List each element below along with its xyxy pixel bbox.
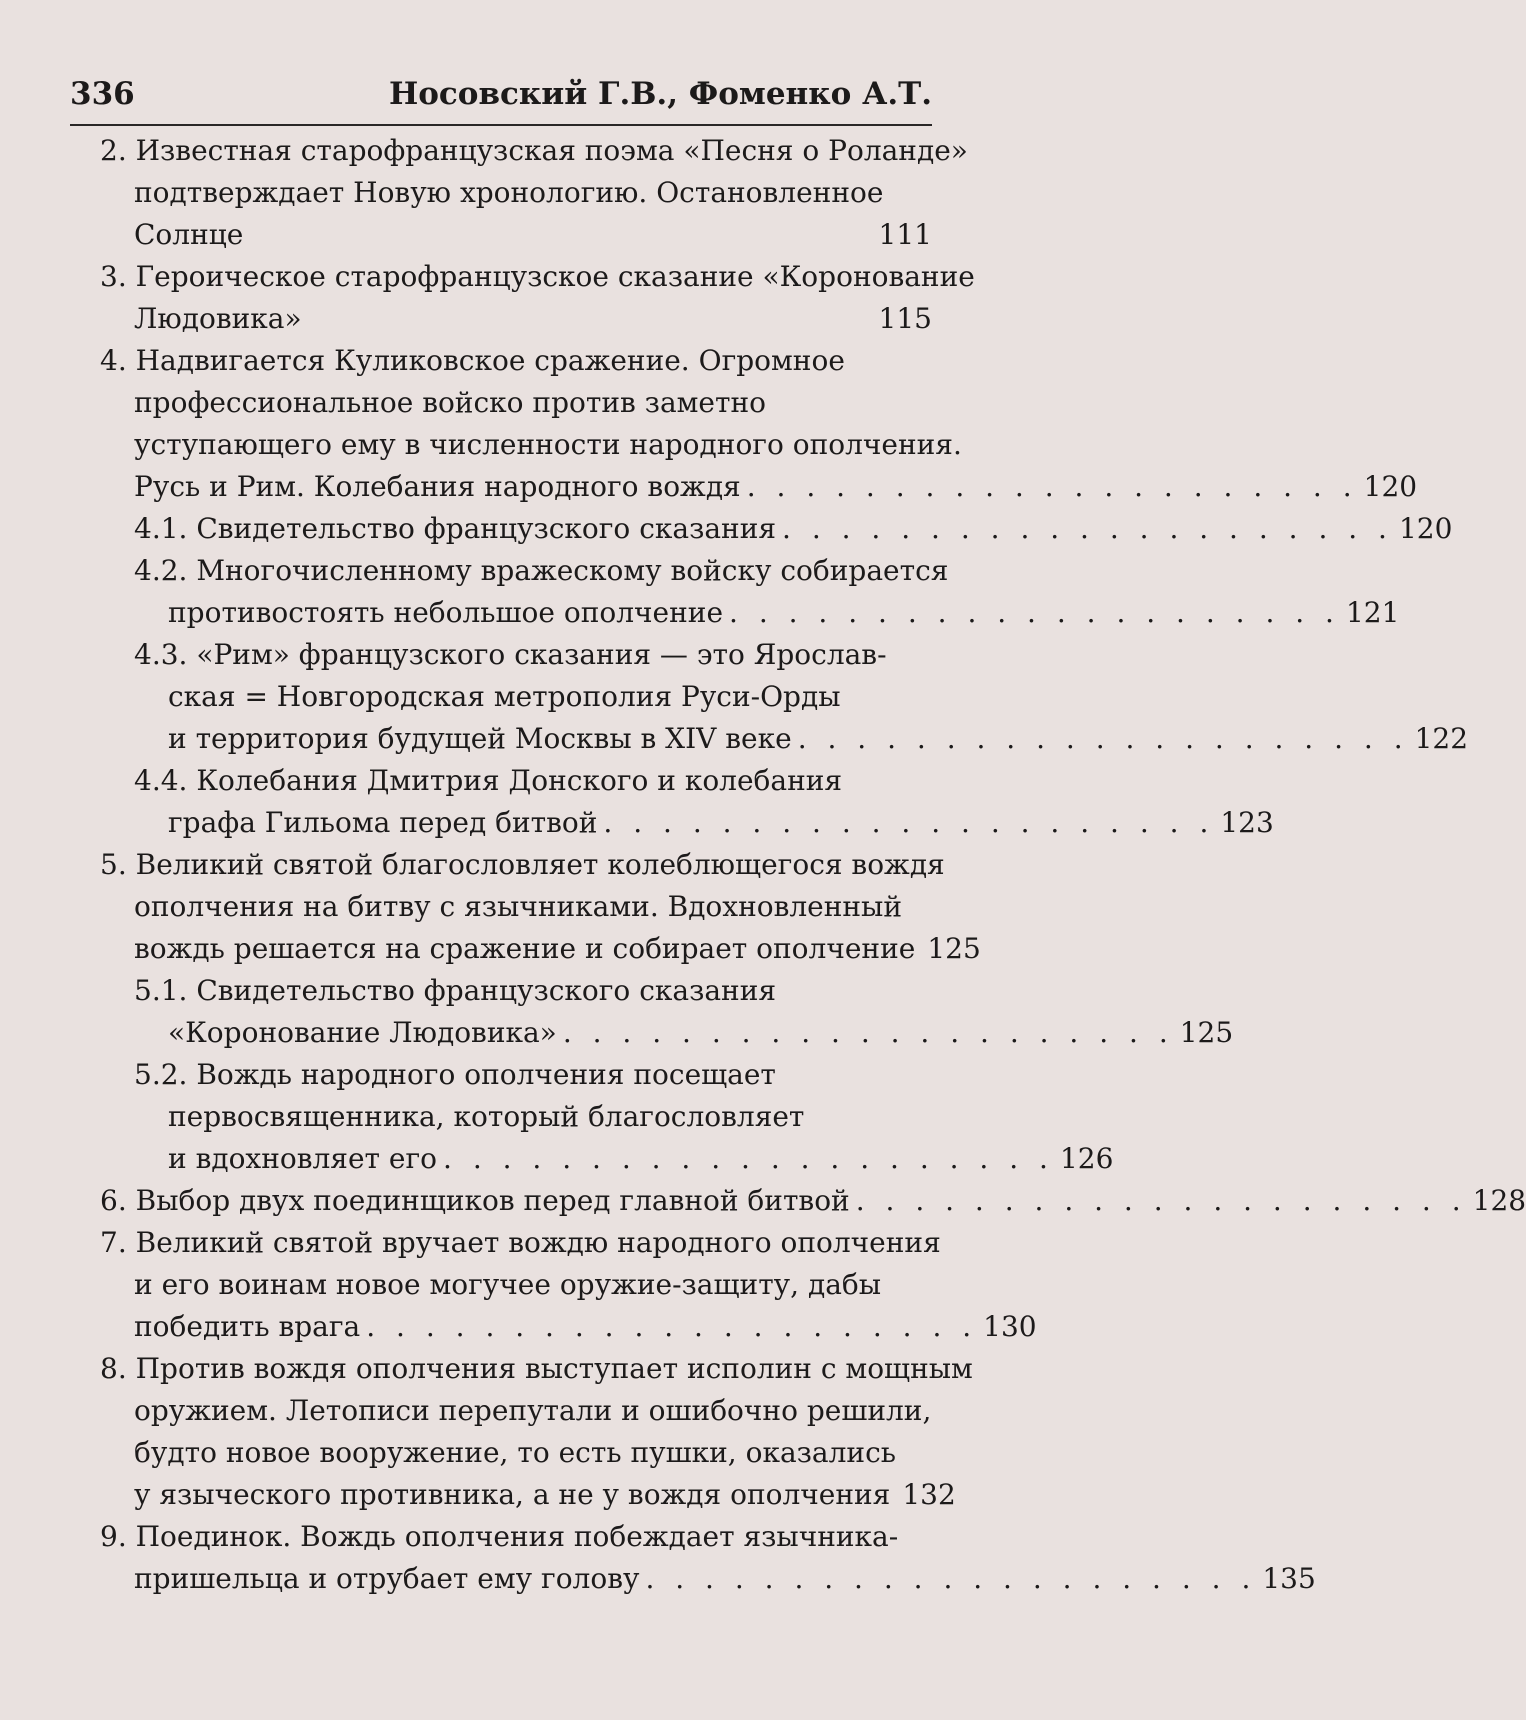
toc-page-number: 135 [1262,1562,1316,1595]
toc-entry-line [100,844,945,886]
dot-leader: . . . . . . . . . . . . . . . . . . . . . [782,512,1393,545]
toc-entry-text: 8. Против вождя ополчения выступает исполин с мощным [100,1352,973,1385]
toc-entry-line [134,1054,932,1096]
toc-page-number: 115 [878,302,932,335]
toc-entry-text: 3. Героическое старофранцузское сказание «Коронование [100,260,975,293]
dot-leader: . . . . . . . . . . . . . . . . . . . . . [746,470,1358,503]
toc-entry [134,760,1274,844]
toc-entry-text: 5.1. Свидетельство французского сказания [134,974,777,1007]
dot-leader: . . . . . . . . . . . . . . . . . . . . . [729,596,1340,629]
toc-entry-text: Солнце [134,218,244,251]
toc-entry-text: противостоять небольшое ополчение [168,596,724,629]
toc-entry-text: 7. Великий святой вручает вождю народного ополчения [100,1226,941,1259]
toc-entry-line [100,1558,1316,1600]
toc-entry-line [100,298,932,340]
toc-entry [100,1180,1526,1222]
toc-entry-line [100,382,932,424]
toc-entry-line [100,214,932,256]
toc-entry [134,508,1453,550]
toc-page-number: 125 [1179,1016,1234,1049]
toc-entry-text: ополчения на битву с язычниками. Вдохновленный [134,890,902,923]
toc-entry [134,970,1234,1054]
page-number: 336 [70,76,135,112]
toc-page-number: 121 [1345,596,1400,629]
dot-leader: . . . . . . . . . . . . . . . . . . . . . [366,1310,978,1343]
toc-entry-line [134,760,932,802]
toc-entry [100,1348,973,1516]
toc-page-number: 128 [1472,1184,1526,1217]
toc-entry-text: 4.2. Многочисленному вражескому войску собирается [134,554,949,587]
toc-entry-text: графа Гильома перед битвой [168,806,598,839]
toc-page-number: 122 [1414,722,1469,755]
toc-entry-text: у языческого противника, а не у вождя ополчения [134,1478,891,1511]
toc-entry-line [100,1264,932,1306]
toc-page-number: 132 [902,1478,956,1511]
toc-entry-text: Людовика» [134,302,302,335]
toc-entry-line [100,1222,941,1264]
toc-entry [100,844,981,970]
toc-entry-text: и вдохновляет его [168,1142,438,1175]
toc-entry-text: «Коронование Людовика» [168,1016,557,1049]
toc-entry-text: 4.1. Свидетельство французского сказания [134,512,777,545]
toc-entry-line [100,1432,932,1474]
toc-entry-line [100,340,932,382]
toc-entry-line [134,1096,932,1138]
toc-entry-line [100,130,968,172]
toc-entry-line [100,928,981,970]
toc-entry-text: профессиональное войско против заметно [134,386,766,419]
toc-entry-line [100,1348,973,1390]
toc-entry-text: 6. Выбор двух поединщиков перед главной битвой [100,1184,850,1217]
toc-page-number: 120 [1363,470,1418,503]
toc-entry-text: уступающего ему в численности народного ополчения. [134,428,962,461]
toc-entry-line [100,1306,1037,1348]
toc-entry-text: 4.3. «Рим» французского сказания — это Ярослав- [134,638,887,671]
toc-entry-text: 5. Великий святой благословляет колеблющегося вождя [100,848,945,881]
toc-page-number: 126 [1059,1142,1114,1175]
toc-entry-text: 4. Надвигается Куликовское сражение. Огромное [100,344,845,377]
toc-entry [134,1054,1114,1180]
toc-entry [100,1222,1037,1348]
toc-entry-line [134,676,932,718]
toc-entry-text: 4.4. Колебания Дмитрия Донского и колебания [134,764,843,797]
toc-entry [100,130,968,256]
toc-entry-text: вождь решается на сражение и собирает ополчение [134,932,916,965]
toc-page-number: 125 [927,932,981,965]
toc-entry-text: 2. Известная старофранцузская поэма «Песня о Роланде» [100,134,968,167]
toc-entry-text: пришельца и отрубает ему голову [134,1562,640,1595]
dot-leader: . . . . . . . . . . . . . . . . . . . . . [645,1562,1257,1595]
toc-page-number: 120 [1398,512,1453,545]
toc-entry-line [100,1474,956,1516]
dot-leader: . . . . . . . . . . . . . . . . . . . . . [797,722,1409,755]
toc-entry-text: 9. Поединок. Вождь ополчения побеждает язычника- [100,1520,899,1553]
toc-page-number: 130 [983,1310,1037,1343]
toc-entry-line [100,1516,932,1558]
toc-entry-line [134,970,932,1012]
toc-entry-line [134,1012,1234,1054]
toc-entry-line [100,1180,1526,1222]
toc-entry [134,550,1400,634]
toc-entry [100,340,1418,508]
header-authors: Носовский Г.В., Фоменко А.Т. [388,76,932,112]
toc-entry-text: и территория будущей Москвы в XIV веке [168,722,792,755]
toc-entry [100,1516,1316,1600]
toc-entry-line [134,1138,1114,1180]
toc-entry-line [134,802,1274,844]
toc-entry-text: первосвященника, который благословляет [168,1100,805,1133]
dot-leader: . . . . . . . . . . . . . . . . . . . . . [443,1142,1054,1175]
toc-entry-line [100,886,932,928]
toc-entry-line [100,466,1418,508]
toc-entry-text: оружием. Летописи перепутали и ошибочно решили, [134,1394,932,1427]
table-of-contents [100,130,1526,1600]
toc-entry-line [100,424,962,466]
toc-entry-text: будто новое вооружение, то есть пушки, оказались [134,1436,896,1469]
running-header [70,62,932,112]
dot-leader: . . . . . . . . . . . . . . . . . . . . . [562,1016,1174,1049]
dot-leader: . . . . . . . . . . . . . . . . . . . . . [855,1184,1467,1217]
toc-page-number: 111 [878,218,932,251]
toc-entry-text: победить врага [134,1310,361,1343]
toc-entry-text: Русь и Рим. Колебания народного вождя [134,470,741,503]
toc-entry-line [134,508,1453,550]
toc-page-number: 123 [1220,806,1274,839]
toc-entry-text: ская = Новгородская метрополия Руси-Орды [168,680,841,713]
toc-entry-line [134,592,1400,634]
toc-entry-text: и его воинам новое могучее оружие-защиту, дабы [134,1268,882,1301]
header-rule [70,124,932,126]
toc-entry-line [134,718,1469,760]
toc-entry [100,256,975,340]
toc-entry-line [134,550,949,592]
toc-entry [134,634,1469,760]
toc-entry-line [134,634,932,676]
toc-entry-text: подтверждает Новую хронологию. Остановленное [134,176,884,209]
toc-entry-line [100,256,975,298]
dot-leader: . . . . . . . . . . . . . . . . . . . . . [603,806,1215,839]
toc-entry-line [100,1390,932,1432]
toc-entry-line [100,172,932,214]
toc-entry-text: 5.2. Вождь народного ополчения посещает [134,1058,776,1091]
